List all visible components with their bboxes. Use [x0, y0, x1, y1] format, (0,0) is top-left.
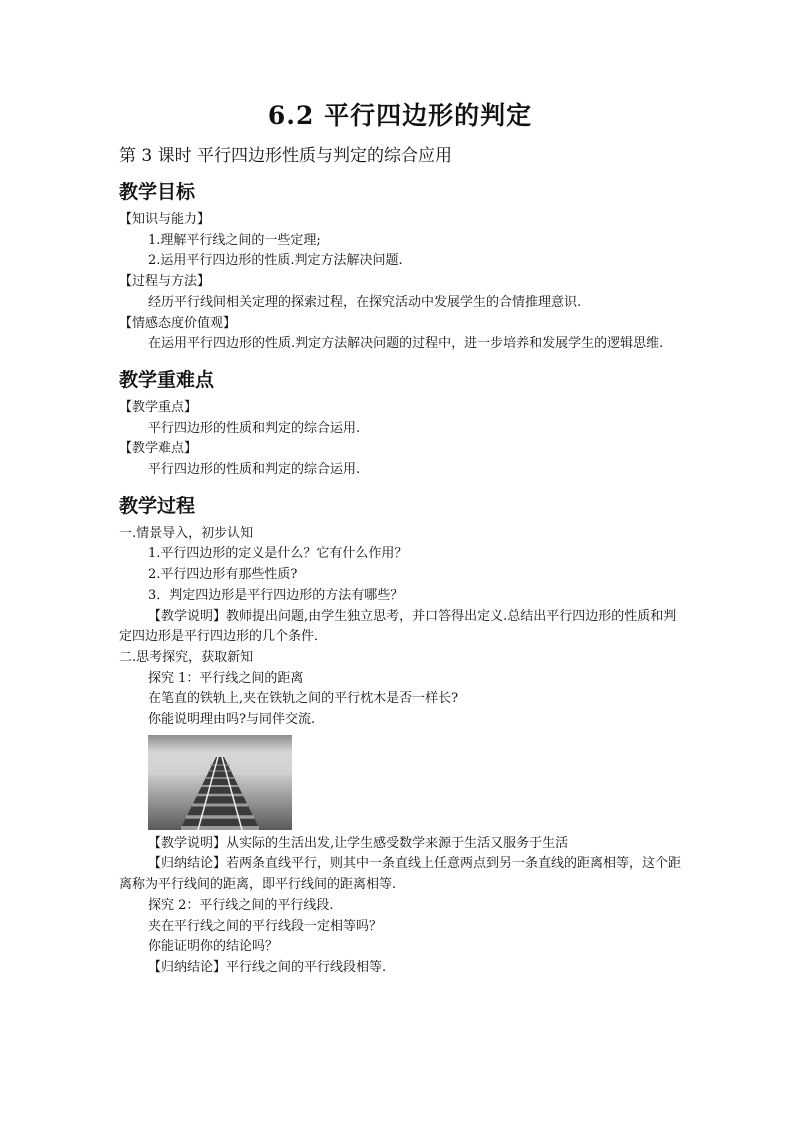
explore1-question-2: 你能说明理由吗?与同伴交流. [148, 712, 316, 728]
question-1: 1.平行四边形的定义是什么？它有什么作用？ [148, 546, 408, 562]
objectives-heading: 教学目标 [119, 181, 196, 203]
page-title: 6.2 平行四边形的判定 [267, 101, 533, 130]
conclusion-2: 【归纳结论】平行线之间的平行线段相等. [148, 959, 387, 975]
document-page [119, 96, 681, 979]
railway-track-photo [148, 735, 292, 830]
difficult-text: 平行四边形的性质和判定的综合运用. [148, 462, 361, 478]
question-2: 2.平行四边形有那些性质? [148, 567, 298, 583]
knowledge-item-1: 1.理解平行线之间的一些定理; [148, 232, 321, 248]
part2-title: 二.思考探究，获取新知 [119, 649, 254, 665]
process-heading: 教学过程 [119, 494, 196, 517]
explore2-title: 探究 2：平行线之间的平行线段. [148, 897, 334, 913]
keypoints-heading: 教学重难点 [119, 368, 215, 391]
attitude-text: 在运用平行四边形的性质.判定方法解决问题的过程中，进一步培养和发展学生的逻辑思维. [148, 336, 664, 352]
conclusion-1: 【归纳结论】若两条直线平行，则其中一条直线上任意两点到另一条直线的距离相等，这个距离称为平行线间的距离，即平行线间的距离相等. [119, 856, 682, 893]
key-label: 【教学重点】 [119, 399, 198, 415]
part1-title: 一.情景导入，初步认知 [119, 525, 254, 541]
process-method-text: 经历平行线间相关定理的探索过程，在探究活动中发展学生的合情推理意识. [148, 294, 582, 310]
key-text: 平行四边形的性质和判定的综合运用. [148, 420, 361, 436]
explore2-question-1: 夹在平行线之间的平行线段一定相等吗？ [148, 918, 383, 934]
knowledge-item-2: 2.运用平行四边形的性质.判定方法解决问题. [148, 253, 403, 269]
process-method-label: 【过程与方法】 [119, 274, 211, 290]
teaching-note-1: 【教学说明】教师提出问题,由学生独立思考，并口答得出定义.总结出平行四边形的性质和判定四边形是平行四边形的几个条件． [119, 608, 677, 645]
teaching-note-2: 【教学说明】从实际的生活出发,让学生感受数学来源于生活又服务于生活 [148, 835, 569, 851]
explore2-question-2: 你能证明你的结论吗？ [148, 939, 279, 955]
lesson-subtitle: 第 3 课时 平行四边形性质与判定的综合应用 [119, 146, 453, 166]
explore1-question-1: 在笔直的铁轨上,夹在铁轨之间的平行枕木是否一样长? [148, 691, 459, 707]
knowledge-label: 【知识与能力】 [119, 212, 211, 227]
question-3: 3．判定四边形是平行四边形的方法有哪些？ [148, 587, 404, 603]
difficult-label: 【教学难点】 [119, 441, 198, 457]
attitude-label: 【情感态度价值观】 [119, 315, 237, 331]
explore1-title: 探究 1：平行线之间的距离 [148, 670, 304, 686]
